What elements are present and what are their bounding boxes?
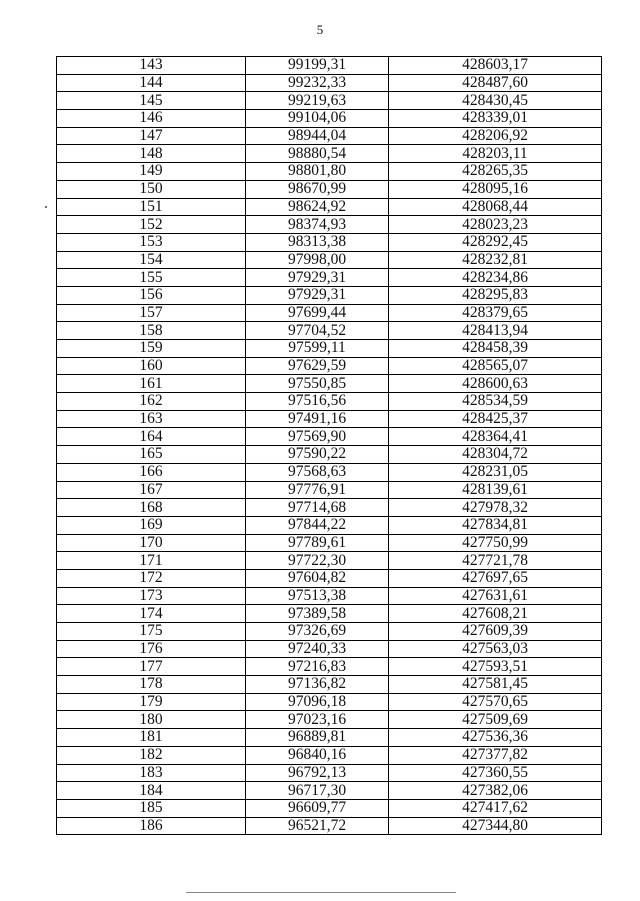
table-row [57, 375, 602, 393]
y-coordinate-cell: 428603,17 [389, 57, 602, 75]
y-coordinate-cell: 427609,39 [389, 623, 602, 641]
y-coordinate-cell: 428095,16 [389, 180, 602, 198]
point-number-cell: 173 [57, 587, 246, 605]
point-number-cell: 156 [57, 286, 246, 304]
x-coordinate-cell: 97568,63 [246, 463, 389, 481]
table-row [57, 269, 602, 287]
y-coordinate-cell: 428487,60 [389, 74, 602, 92]
x-coordinate-cell: 98374,93 [246, 216, 389, 234]
x-coordinate-cell: 97776,91 [246, 481, 389, 499]
table-row [57, 180, 602, 198]
x-coordinate-cell: 97998,00 [246, 251, 389, 269]
x-coordinate-cell: 97326,69 [246, 623, 389, 641]
table-row [57, 127, 602, 145]
table-row [57, 676, 602, 694]
x-coordinate-cell: 97240,33 [246, 640, 389, 658]
table-row [57, 428, 602, 446]
stray-mark [45, 206, 47, 208]
table-row [57, 799, 602, 817]
point-number-cell: 184 [57, 782, 246, 800]
point-number-cell: 161 [57, 375, 246, 393]
x-coordinate-cell: 98944,04 [246, 127, 389, 145]
x-coordinate-cell: 98801,80 [246, 163, 389, 181]
point-number-cell: 148 [57, 145, 246, 163]
table-row [57, 110, 602, 128]
y-coordinate-cell: 428430,45 [389, 92, 602, 110]
x-coordinate-cell: 97704,52 [246, 322, 389, 340]
table-row [57, 534, 602, 552]
table-row [57, 340, 602, 358]
point-number-cell: 172 [57, 569, 246, 587]
table-row [57, 782, 602, 800]
y-coordinate-cell: 427382,06 [389, 782, 602, 800]
point-number-cell: 165 [57, 446, 246, 464]
point-number-cell: 145 [57, 92, 246, 110]
point-number-cell: 181 [57, 729, 246, 747]
table-row [57, 198, 602, 216]
x-coordinate-cell: 97516,56 [246, 393, 389, 411]
point-number-cell: 175 [57, 623, 246, 641]
x-coordinate-cell: 97714,68 [246, 499, 389, 517]
x-coordinate-cell: 99232,33 [246, 74, 389, 92]
table-row [57, 693, 602, 711]
table-row [57, 481, 602, 499]
table-row [57, 764, 602, 782]
y-coordinate-cell: 427360,55 [389, 764, 602, 782]
table-row [57, 640, 602, 658]
x-coordinate-cell: 97096,18 [246, 693, 389, 711]
point-number-cell: 168 [57, 499, 246, 517]
point-number-cell: 186 [57, 817, 246, 835]
x-coordinate-cell: 98880,54 [246, 145, 389, 163]
table-row [57, 92, 602, 110]
point-number-cell: 157 [57, 304, 246, 322]
x-coordinate-cell: 99199,31 [246, 57, 389, 75]
point-number-cell: 163 [57, 410, 246, 428]
point-number-cell: 159 [57, 340, 246, 358]
y-coordinate-cell: 428565,07 [389, 357, 602, 375]
y-coordinate-cell: 427417,62 [389, 799, 602, 817]
point-number-cell: 183 [57, 764, 246, 782]
y-coordinate-cell: 428458,39 [389, 340, 602, 358]
y-coordinate-cell: 427721,78 [389, 552, 602, 570]
x-coordinate-cell: 97629,59 [246, 357, 389, 375]
table-row [57, 746, 602, 764]
x-coordinate-cell: 96521,72 [246, 817, 389, 835]
coordinates-table-body [57, 57, 602, 835]
point-number-cell: 179 [57, 693, 246, 711]
bottom-line [186, 892, 456, 893]
y-coordinate-cell: 427344,80 [389, 817, 602, 835]
point-number-cell: 150 [57, 180, 246, 198]
point-number-cell: 182 [57, 746, 246, 764]
table-row [57, 410, 602, 428]
table-row [57, 57, 602, 75]
point-number-cell: 162 [57, 393, 246, 411]
y-coordinate-cell: 428139,61 [389, 481, 602, 499]
y-coordinate-cell: 427570,65 [389, 693, 602, 711]
table-row [57, 251, 602, 269]
point-number-cell: 155 [57, 269, 246, 287]
table-row [57, 587, 602, 605]
point-number-cell: 152 [57, 216, 246, 234]
point-number-cell: 151 [57, 198, 246, 216]
table-row [57, 658, 602, 676]
y-coordinate-cell: 428304,72 [389, 446, 602, 464]
x-coordinate-cell: 97216,83 [246, 658, 389, 676]
y-coordinate-cell: 427593,51 [389, 658, 602, 676]
x-coordinate-cell: 96717,30 [246, 782, 389, 800]
table-row [57, 304, 602, 322]
y-coordinate-cell: 428425,37 [389, 410, 602, 428]
y-coordinate-cell: 427581,45 [389, 676, 602, 694]
point-number-cell: 153 [57, 233, 246, 251]
point-number-cell: 164 [57, 428, 246, 446]
y-coordinate-cell: 428295,83 [389, 286, 602, 304]
x-coordinate-cell: 97569,90 [246, 428, 389, 446]
table-row [57, 145, 602, 163]
table-row [57, 322, 602, 340]
table-row [57, 446, 602, 464]
table-row [57, 623, 602, 641]
point-number-cell: 180 [57, 711, 246, 729]
x-coordinate-cell: 96889,81 [246, 729, 389, 747]
y-coordinate-cell: 428232,81 [389, 251, 602, 269]
point-number-cell: 146 [57, 110, 246, 128]
x-coordinate-cell: 98624,92 [246, 198, 389, 216]
y-coordinate-cell: 427834,81 [389, 516, 602, 534]
x-coordinate-cell: 97929,31 [246, 286, 389, 304]
y-coordinate-cell: 428203,11 [389, 145, 602, 163]
x-coordinate-cell: 97844,22 [246, 516, 389, 534]
table-row [57, 286, 602, 304]
coordinates-table [56, 56, 602, 835]
table-row [57, 711, 602, 729]
table-row [57, 569, 602, 587]
point-number-cell: 170 [57, 534, 246, 552]
y-coordinate-cell: 428231,05 [389, 463, 602, 481]
point-number-cell: 176 [57, 640, 246, 658]
x-coordinate-cell: 98670,99 [246, 180, 389, 198]
y-coordinate-cell: 428206,92 [389, 127, 602, 145]
y-coordinate-cell: 428600,63 [389, 375, 602, 393]
table-row [57, 605, 602, 623]
y-coordinate-cell: 427608,21 [389, 605, 602, 623]
point-number-cell: 169 [57, 516, 246, 534]
table-row [57, 516, 602, 534]
x-coordinate-cell: 97599,11 [246, 340, 389, 358]
point-number-cell: 177 [57, 658, 246, 676]
table-row [57, 729, 602, 747]
x-coordinate-cell: 97789,61 [246, 534, 389, 552]
y-coordinate-cell: 428292,45 [389, 233, 602, 251]
page-number: 5 [316, 22, 324, 37]
table-row [57, 393, 602, 411]
x-coordinate-cell: 97491,16 [246, 410, 389, 428]
table-row [57, 499, 602, 517]
table-row [57, 817, 602, 835]
y-coordinate-cell: 427377,82 [389, 746, 602, 764]
x-coordinate-cell: 97023,16 [246, 711, 389, 729]
x-coordinate-cell: 97604,82 [246, 569, 389, 587]
x-coordinate-cell: 96609,77 [246, 799, 389, 817]
x-coordinate-cell: 97722,30 [246, 552, 389, 570]
y-coordinate-cell: 427978,32 [389, 499, 602, 517]
point-number-cell: 158 [57, 322, 246, 340]
y-coordinate-cell: 427631,61 [389, 587, 602, 605]
y-coordinate-cell: 427563,03 [389, 640, 602, 658]
y-coordinate-cell: 427697,65 [389, 569, 602, 587]
table-row [57, 357, 602, 375]
y-coordinate-cell: 427509,69 [389, 711, 602, 729]
x-coordinate-cell: 97136,82 [246, 676, 389, 694]
x-coordinate-cell: 98313,38 [246, 233, 389, 251]
point-number-cell: 143 [57, 57, 246, 75]
y-coordinate-cell: 427750,99 [389, 534, 602, 552]
point-number-cell: 149 [57, 163, 246, 181]
table-row [57, 163, 602, 181]
table-row [57, 74, 602, 92]
point-number-cell: 144 [57, 74, 246, 92]
point-number-cell: 174 [57, 605, 246, 623]
y-coordinate-cell: 428413,94 [389, 322, 602, 340]
point-number-cell: 160 [57, 357, 246, 375]
point-number-cell: 167 [57, 481, 246, 499]
table-row [57, 216, 602, 234]
point-number-cell: 154 [57, 251, 246, 269]
table-row [57, 463, 602, 481]
table-row [57, 552, 602, 570]
y-coordinate-cell: 428068,44 [389, 198, 602, 216]
y-coordinate-cell: 428234,86 [389, 269, 602, 287]
x-coordinate-cell: 97929,31 [246, 269, 389, 287]
point-number-cell: 171 [57, 552, 246, 570]
y-coordinate-cell: 427536,36 [389, 729, 602, 747]
point-number-cell: 166 [57, 463, 246, 481]
y-coordinate-cell: 428023,23 [389, 216, 602, 234]
x-coordinate-cell: 96792,13 [246, 764, 389, 782]
x-coordinate-cell: 96840,16 [246, 746, 389, 764]
point-number-cell: 178 [57, 676, 246, 694]
table-row [57, 233, 602, 251]
x-coordinate-cell: 97513,38 [246, 587, 389, 605]
y-coordinate-cell: 428265,35 [389, 163, 602, 181]
x-coordinate-cell: 97590,22 [246, 446, 389, 464]
x-coordinate-cell: 97699,44 [246, 304, 389, 322]
x-coordinate-cell: 99104,06 [246, 110, 389, 128]
point-number-cell: 185 [57, 799, 246, 817]
y-coordinate-cell: 428534,59 [389, 393, 602, 411]
y-coordinate-cell: 428364,41 [389, 428, 602, 446]
point-number-cell: 147 [57, 127, 246, 145]
x-coordinate-cell: 97550,85 [246, 375, 389, 393]
x-coordinate-cell: 97389,58 [246, 605, 389, 623]
y-coordinate-cell: 428339,01 [389, 110, 602, 128]
x-coordinate-cell: 99219,63 [246, 92, 389, 110]
y-coordinate-cell: 428379,65 [389, 304, 602, 322]
